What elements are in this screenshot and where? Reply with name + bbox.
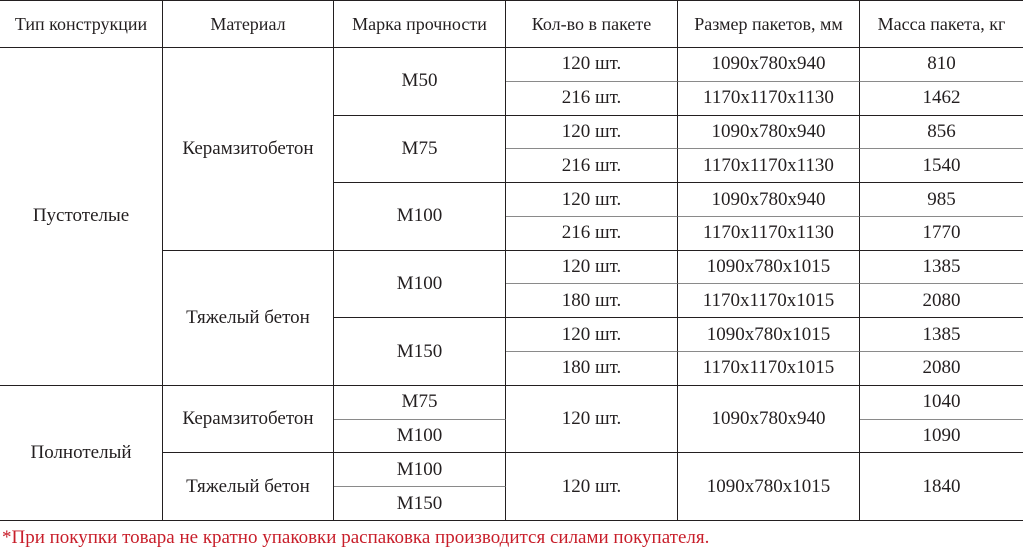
header-material: Материал xyxy=(163,1,334,48)
header-grade: Марка прочности xyxy=(334,1,506,48)
header-size: Размер пакетов, мм xyxy=(678,1,860,48)
mass-cell: 1462 xyxy=(860,82,1023,116)
qty-cell: 120 шт. xyxy=(506,48,678,82)
size-cell: 1090х780х1015 xyxy=(678,251,860,285)
qty-cell: 120 шт. xyxy=(506,386,678,454)
mass-cell: 1770 xyxy=(860,217,1023,251)
grade-cell: М100 xyxy=(334,453,506,487)
grade-cell: М75 xyxy=(334,116,506,184)
qty-cell: 120 шт. xyxy=(506,183,678,217)
qty-cell: 120 шт. xyxy=(506,251,678,285)
qty-cell: 216 шт. xyxy=(506,217,678,251)
material-cell: Тяжелый бетон xyxy=(163,251,334,386)
size-cell: 1170х1170х1130 xyxy=(678,82,860,116)
mass-cell: 1090 xyxy=(860,420,1023,454)
size-cell: 1090х780х1015 xyxy=(678,453,860,521)
qty-cell: 216 шт. xyxy=(506,149,678,183)
qty-cell: 216 шт. xyxy=(506,82,678,116)
grade-cell: М50 xyxy=(334,48,506,116)
size-cell: 1090х780х940 xyxy=(678,183,860,217)
material-cell: Керамзитобетон xyxy=(163,386,334,454)
mass-cell: 1540 xyxy=(860,149,1023,183)
header-mass: Масса пакета, кг xyxy=(860,1,1023,48)
size-cell: 1090х780х940 xyxy=(678,48,860,82)
grade-cell: М100 xyxy=(334,251,506,319)
mass-cell: 810 xyxy=(860,48,1023,82)
mass-cell: 1040 xyxy=(860,386,1023,420)
size-cell: 1170х1170х1015 xyxy=(678,352,860,386)
grade-cell: М150 xyxy=(334,487,506,521)
size-cell: 1170х1170х1130 xyxy=(678,149,860,183)
mass-cell: 2080 xyxy=(860,284,1023,318)
qty-cell: 120 шт. xyxy=(506,318,678,352)
grade-cell: М150 xyxy=(334,318,506,386)
qty-cell: 120 шт. xyxy=(506,116,678,150)
qty-cell: 180 шт. xyxy=(506,352,678,386)
mass-cell: 1385 xyxy=(860,251,1023,285)
material-cell: Керамзитобетон xyxy=(163,48,334,251)
mass-cell: 1385 xyxy=(860,318,1023,352)
header-qty: Кол-во в пакете xyxy=(506,1,678,48)
qty-cell: 120 шт. xyxy=(506,453,678,521)
material-cell: Тяжелый бетон xyxy=(163,453,334,521)
header-type: Тип конструкции xyxy=(0,1,163,48)
mass-cell: 856 xyxy=(860,116,1023,150)
mass-cell: 985 xyxy=(860,183,1023,217)
grade-cell: М100 xyxy=(334,183,506,251)
mass-cell: 2080 xyxy=(860,352,1023,386)
grade-cell: М75 xyxy=(334,386,506,420)
grade-cell: М100 xyxy=(334,420,506,454)
size-cell: 1090х780х940 xyxy=(678,386,860,454)
size-cell: 1090х780х940 xyxy=(678,116,860,150)
size-cell: 1170х1170х1015 xyxy=(678,284,860,318)
mass-cell: 1840 xyxy=(860,453,1023,521)
type-cell: Пустотелые xyxy=(0,48,163,386)
footnote: *При покупки товара не кратно упаковки распаковка производится силами покупателя. xyxy=(2,527,710,548)
size-cell: 1090х780х1015 xyxy=(678,318,860,352)
type-cell: Полнотелый xyxy=(0,386,163,521)
qty-cell: 180 шт. xyxy=(506,284,678,318)
size-cell: 1170х1170х1130 xyxy=(678,217,860,251)
